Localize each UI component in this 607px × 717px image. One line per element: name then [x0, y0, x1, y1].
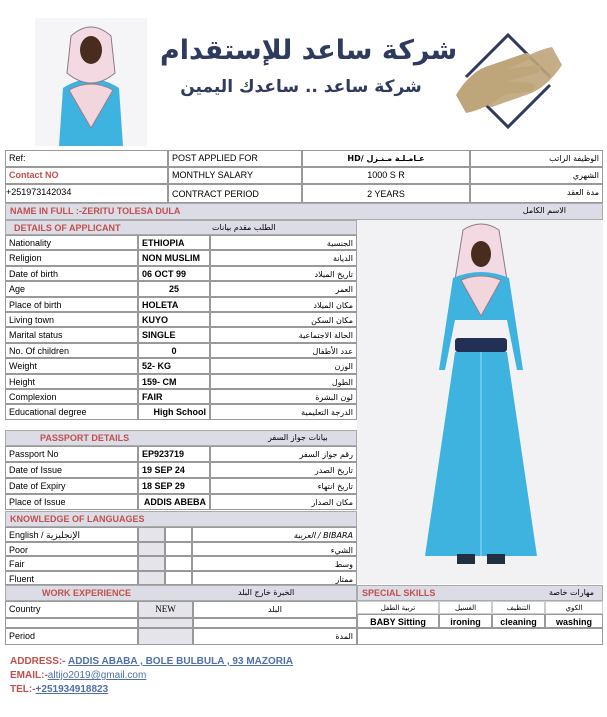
company-logo [446, 25, 572, 137]
applicant-row-value: 06 OCT 99 [138, 266, 210, 281]
contact-label: Contact NO [9, 170, 59, 180]
applicant-row-ar: مكان السكن [210, 312, 357, 327]
tel-label: TEL:- [10, 684, 36, 695]
language-row-ar: الشيء [192, 542, 357, 557]
applicant-row-label: Marital status [5, 327, 138, 342]
passport-row-value: 18 SEP 29 [138, 478, 210, 494]
address-value[interactable]: ADDIS ABABA , BOLE BULBULA , 93 MAZORIA [67, 656, 293, 667]
passport-row-value: EP923719 [138, 446, 210, 462]
language-cell [138, 542, 165, 557]
applicant-row-ar: الدرجة التعليمية [210, 404, 357, 419]
experience-heading-text: WORK EXPERIENCE [42, 588, 132, 598]
passport-heading-ar: بيانات جواز السفر [268, 433, 328, 442]
email-link[interactable]: altijo2019@gmail.com [47, 670, 147, 681]
applicant-row-label: Living town [5, 312, 138, 327]
skills-heading-ar: مهارات خاصة [548, 588, 594, 597]
footer-contact [10, 655, 600, 697]
skill-ar-label: الغسيل [439, 601, 492, 614]
post-applied-label-cell [168, 150, 302, 167]
monthly-salary-label-cell [168, 167, 302, 184]
full-name-ar: الاسم الكامل [522, 206, 566, 215]
applicant-row-label: Place of birth [5, 297, 138, 312]
skills-blank-cell [357, 628, 603, 645]
language-row-label: Fluent [5, 571, 138, 586]
post-applied-label: POST APPLIED FOR [172, 153, 258, 163]
applicant-row-value: 0 [138, 343, 210, 358]
country-ar: البلد [268, 605, 282, 614]
applicant-row-label: Date of birth [5, 266, 138, 281]
portrait-illustration [35, 18, 147, 146]
applicant-row-label: Religion [5, 250, 138, 265]
applicant-heading-text: DETAILS OF APPLICANT [14, 223, 121, 233]
contract-value: 2 YEARS [367, 189, 405, 199]
language-row-value: BIBARA / العربية [192, 527, 357, 542]
applicant-row-label: Age [5, 281, 138, 296]
applicant-row-ar: الطول [210, 374, 357, 389]
contact-phone: +251973142034 [6, 187, 72, 197]
applicant-row-value: FAIR [138, 389, 210, 404]
applicant-row-label: Complexion [5, 389, 138, 404]
post-applied-ar-cell [470, 150, 603, 167]
language-row-label: English / الإنجليزية [5, 527, 138, 542]
passport-row-value: ADDIS ABEBA [138, 494, 210, 510]
experience-heading [5, 585, 357, 601]
skill-ar-label: الكوي [545, 601, 603, 614]
language-cell [165, 571, 192, 586]
monthly-salary-ar-cell [470, 167, 603, 184]
passport-row-ar: مكان الصدار [210, 494, 357, 510]
period-ar: المدة [335, 632, 353, 641]
language-row-label: Poor [5, 542, 138, 557]
skill-ar-label: التنظيف [492, 601, 545, 614]
hands-logo-icon [446, 25, 572, 137]
period-value-cell [138, 628, 193, 645]
period-ar-cell [193, 628, 357, 645]
applicant-row-value: HOLETA [138, 297, 210, 312]
applicant-heading-ar: الطلب مقدم بيانات [212, 223, 276, 232]
skill-item: cleaning [492, 614, 545, 628]
phone-cell [5, 184, 168, 203]
country-value-cell [138, 601, 193, 618]
country-label-cell [5, 601, 138, 618]
contract-label-cell [168, 184, 302, 203]
language-cell [138, 527, 165, 542]
applicant-row-label: Educational degree [5, 404, 138, 419]
language-cell [165, 556, 192, 571]
monthly-salary-label: MONTHLY SALARY [172, 170, 254, 180]
contract-value-cell [302, 184, 470, 203]
language-cell [138, 571, 165, 586]
applicant-row-value: High School [138, 404, 210, 419]
applicant-row-value: 52- KG [138, 358, 210, 373]
passport-heading-text: PASSPORT DETAILS [40, 433, 130, 443]
experience-heading-ar: الخبرة خارج البلد [238, 588, 295, 597]
applicant-row-value: SINGLE [138, 327, 210, 342]
address-line [10, 655, 600, 669]
monthly-salary-ar: الشهري [572, 171, 599, 180]
ref-label: Ref: [9, 153, 26, 163]
applicant-row-ar: مكان الميلاد [210, 297, 357, 312]
applicant-row-ar: الديانة [210, 250, 357, 265]
email-line [10, 669, 600, 683]
skill-item: ironing [439, 614, 492, 628]
contract-ar: مدة العقد [567, 188, 599, 197]
applicant-row-value: KUYO [138, 312, 210, 327]
post-applied-value-cell [302, 150, 470, 167]
passport-row-label: Place of Issue [5, 494, 138, 510]
applicant-row-value: 25 [138, 281, 210, 296]
contract-ar-cell [470, 184, 603, 203]
contract-label: CONTRACT PERIOD [172, 189, 259, 199]
skill-ar-label: تربية الطفل [357, 601, 439, 614]
post-applied-value: HD/ عـامـلـة مـنـزل [347, 154, 425, 163]
applicant-heading [5, 220, 357, 235]
passport-row-label: Date of Issue [5, 462, 138, 478]
languages-heading-text: KNOWLEDGE OF LANGUAGES [10, 514, 145, 524]
applicant-row-ar: لون البشرة [210, 389, 357, 404]
ref-cell [5, 150, 168, 167]
experience-blank-cell [138, 618, 193, 628]
passport-row-value: 19 SEP 24 [138, 462, 210, 478]
applicant-row-value: NON MUSLIM [138, 250, 210, 265]
passport-row-label: Date of Expiry [5, 478, 138, 494]
skill-item: BABY Sitting [357, 614, 439, 628]
company-name: شركة ساعد للإستقدام [160, 35, 458, 66]
country-label: Country [9, 604, 41, 614]
language-row-ar: ممتاز [192, 571, 357, 586]
full-body-illustration [357, 220, 603, 584]
applicant-row-ar: عدد الأطفال [210, 343, 357, 358]
language-row-ar: وسط [192, 556, 357, 571]
contact-label-cell [5, 167, 168, 184]
applicant-row-ar: تاريخ الميلاد [210, 266, 357, 281]
passport-row-label: Passport No [5, 446, 138, 462]
monthly-salary-value-cell [302, 167, 470, 184]
applicant-row-label: Nationality [5, 235, 138, 250]
applicant-row-ar: الوزن [210, 358, 357, 373]
country-ar-cell [193, 601, 357, 618]
passport-heading [5, 430, 357, 446]
address-label: ADDRESS:- [10, 656, 66, 667]
skills-heading [357, 585, 603, 601]
applicant-row-ar: الحالة الاجتماعية [210, 327, 357, 342]
small-portrait-photo [35, 18, 147, 146]
company-slogan: شركة ساعد .. ساعدك اليمين [180, 77, 422, 97]
applicant-row-ar: الجنسية [210, 235, 357, 250]
period-label-cell [5, 628, 138, 645]
language-row-label: Fair [5, 556, 138, 571]
skills-heading-text: SPECIAL SKILLS [362, 588, 436, 598]
email-label: EMAIL:- [10, 670, 48, 681]
monthly-salary-value: 1000 S R [367, 170, 405, 180]
period-label: Period [9, 631, 36, 641]
tel-link[interactable]: +251934918823 [35, 684, 109, 695]
full-name-band [5, 203, 603, 220]
language-cell [165, 542, 192, 557]
passport-row-ar: رقم جواز السفر [210, 446, 357, 462]
language-cell [138, 556, 165, 571]
country-value: NEW [155, 604, 176, 614]
applicant-row-label: Height [5, 374, 138, 389]
full-name: NAME IN FULL :-ZERITU TOLESA DULA [10, 206, 181, 216]
passport-row-ar: تاريخ انتهاء [210, 478, 357, 494]
languages-heading [5, 511, 357, 527]
applicant-row-value: 159- CM [138, 374, 210, 389]
applicant-row-value: ETHIOPIA [138, 235, 210, 250]
experience-blank-cell [5, 618, 138, 628]
passport-row-ar: تاريخ الصدر [210, 462, 357, 478]
skill-item: washing [545, 614, 603, 628]
header [0, 0, 607, 150]
post-applied-ar: الوظيفة الراتب [549, 154, 599, 163]
applicant-row-label: Weight [5, 358, 138, 373]
language-cell [165, 527, 192, 542]
full-body-photo [357, 220, 603, 584]
tel-line [10, 683, 600, 697]
applicant-row-ar: العمر [210, 281, 357, 296]
applicant-row-label: No. Of children [5, 343, 138, 358]
experience-blank-cell [193, 618, 357, 628]
